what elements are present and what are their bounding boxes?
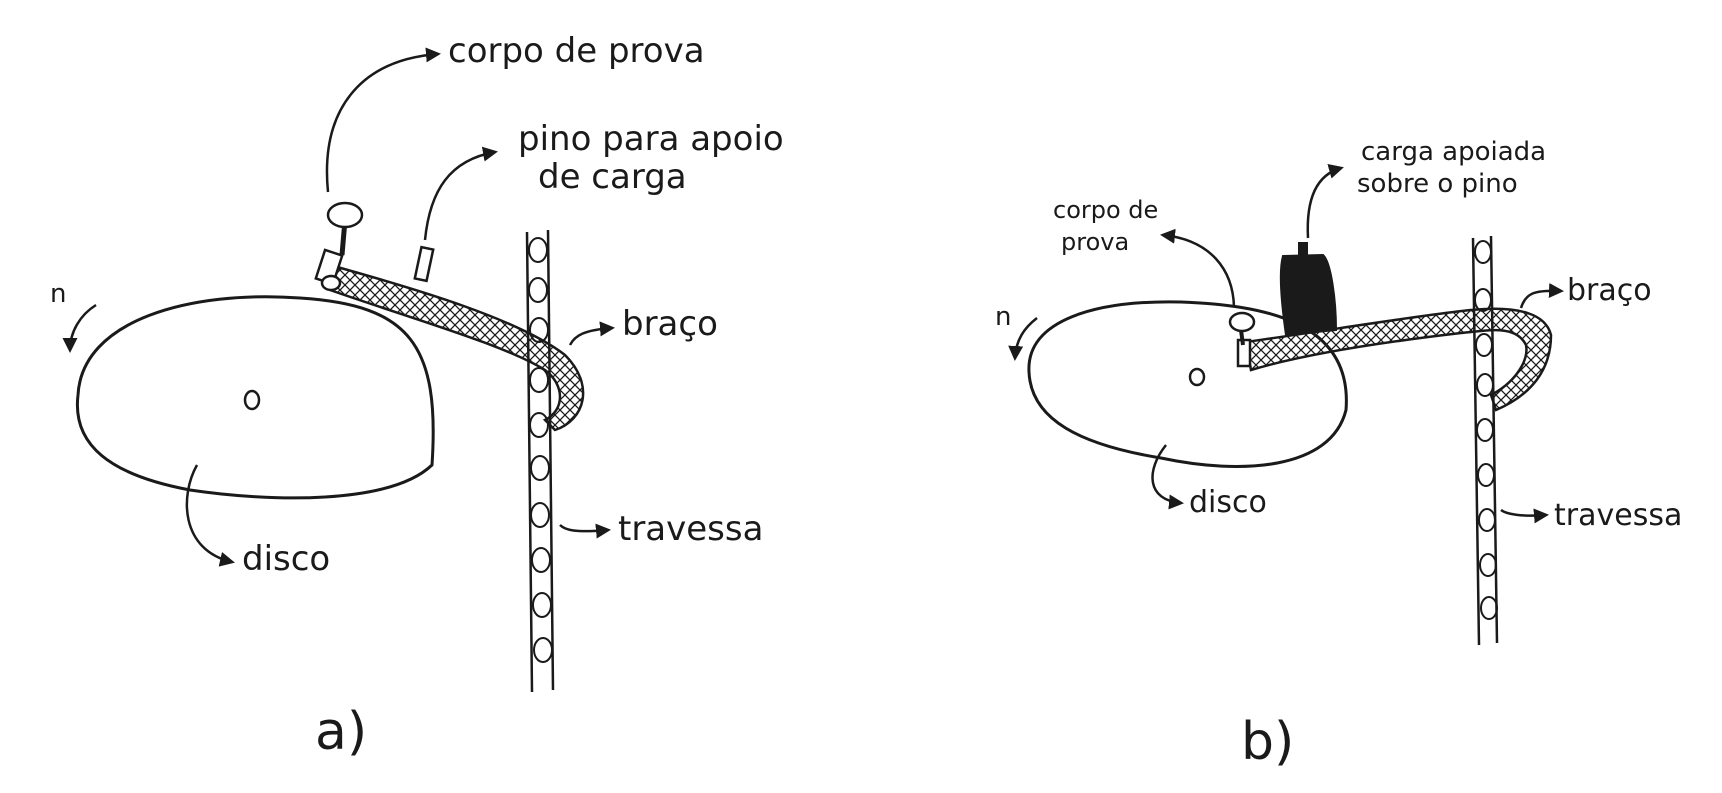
specimen-label: corpo de prova bbox=[448, 31, 705, 71]
arm-label: braço bbox=[622, 304, 718, 344]
rotation-label: n bbox=[50, 279, 67, 309]
arm-label: braço bbox=[1567, 273, 1652, 308]
specimen-leader bbox=[1163, 235, 1234, 307]
specimen-leader bbox=[327, 54, 438, 192]
panel-a-caption: a) bbox=[315, 702, 368, 762]
crossbar-label: travessa bbox=[618, 509, 764, 549]
rotation-label: n bbox=[995, 302, 1012, 332]
crossbar-leader bbox=[560, 525, 608, 531]
disc-label: disco bbox=[1189, 485, 1267, 520]
crossbar-leader bbox=[1501, 510, 1546, 516]
load-leader bbox=[1308, 168, 1341, 238]
load-pin bbox=[415, 247, 433, 281]
load-label-line1: carga apoiada bbox=[1361, 137, 1547, 167]
specimen-top bbox=[328, 203, 362, 227]
arm bbox=[330, 265, 583, 430]
center-mark bbox=[245, 391, 259, 409]
panel-b bbox=[861, 0, 1722, 793]
pin-label-line2: de carga bbox=[538, 157, 687, 197]
disc-leader bbox=[187, 465, 232, 562]
rotation-arrow bbox=[70, 305, 96, 350]
crossbar bbox=[527, 230, 553, 692]
crossbar bbox=[1473, 236, 1497, 645]
disc-leader bbox=[1152, 445, 1181, 503]
specimen-top bbox=[1230, 313, 1254, 331]
disc-shape bbox=[77, 297, 433, 498]
disc-label: disco bbox=[242, 539, 331, 579]
arm-leader bbox=[1521, 291, 1561, 308]
specimen-label-line1: corpo de bbox=[1053, 196, 1159, 224]
specimen-label-line2: prova bbox=[1061, 228, 1130, 256]
panel-b-caption: b) bbox=[1241, 712, 1295, 772]
rotation-arrow bbox=[1015, 318, 1037, 358]
pin-label-line1: pino para apoio bbox=[518, 119, 784, 159]
arm-leader bbox=[570, 328, 612, 345]
crossbar-label: travessa bbox=[1554, 498, 1683, 533]
center-mark bbox=[1190, 369, 1204, 385]
load-block bbox=[1281, 242, 1336, 335]
load-label-line2: sobre o pino bbox=[1357, 169, 1518, 199]
pin-leader bbox=[425, 152, 495, 240]
panel-b-drawing bbox=[861, 0, 1722, 793]
specimen-base bbox=[322, 276, 340, 290]
